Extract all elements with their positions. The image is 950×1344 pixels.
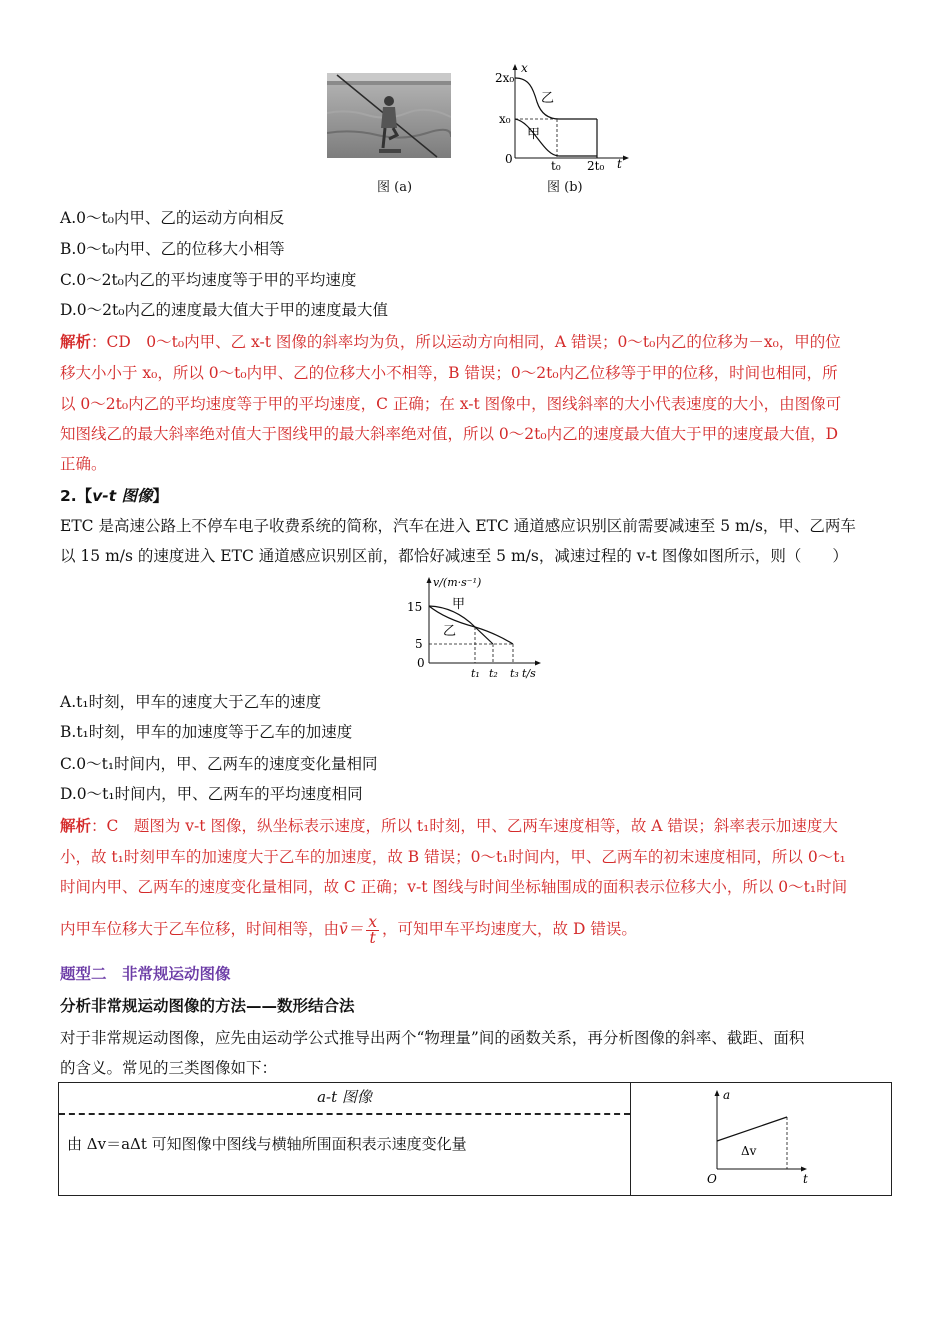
caption-b: 图 (b): [547, 180, 583, 195]
xt-ytick-2x0: 2x₀: [495, 71, 515, 85]
xt-curve-yi: [515, 78, 597, 119]
at-area-label: Δv: [741, 1144, 757, 1158]
graph-types-table: [58, 1082, 892, 1196]
xt-y-arrow: [513, 64, 518, 70]
q1-analysis-line-2: 移大小小于 x₀，所以 0～t₀内甲、乙的位移大小不相等，B 错误；0～2t₀内乙位移等于甲的位移，时间也相同，所: [60, 364, 838, 382]
vt-ytick-15: 15: [407, 600, 423, 614]
vt-xtick-t3: t₃: [510, 667, 519, 680]
q2-analysis-text-1: ：C 题图为 v-t 图像，纵坐标表示速度，所以 t₁时刻，甲、乙两车速度相等，故 A 错误；斜率表示加速度大: [91, 817, 838, 835]
vt-label-jia: 甲: [452, 597, 466, 612]
q1-option-d: D.0～2t₀内乙的速度最大值大于甲的速度最大值: [60, 301, 388, 319]
xt-ytick-0: 0: [505, 152, 513, 166]
xt-xtick-2t0: 2t₀: [587, 159, 605, 172]
at-y-arrow: [715, 1090, 720, 1096]
q2-title: [60, 486, 892, 506]
vt-x-axis-label: t/s: [522, 667, 536, 680]
table-header: a-t 图像: [59, 1083, 630, 1115]
q2-title-end: 】: [152, 487, 169, 505]
section-intro-line-1: 对于非常规运动图像，应先由运动学公式推导出两个“物理量”间的函数关系，再分析图像的斜率、截距、面积: [60, 1029, 805, 1047]
q1-analysis-line-1: [60, 332, 892, 352]
vt-curve-yi: [429, 606, 513, 644]
section-title: 题型二 非常规运动图像: [60, 965, 231, 983]
q1-option-c: C.0～2t₀内乙的平均速度等于甲的平均速度: [60, 271, 357, 289]
q2-analysis-text-4b: ，可知甲车平均速度大，故 D 错误。: [382, 920, 637, 938]
xt-xtick-t0: t₀: [551, 159, 561, 172]
xt-ytick-x0: x₀: [499, 112, 511, 126]
table-graph-cell: [631, 1083, 892, 1196]
q1-analysis-line-4: 知图线乙的最大斜率绝对值大于图线甲的最大斜率绝对值，所以 0～2t₀内乙的速度最大值大于甲的速度最大值，D: [60, 425, 839, 443]
formula-fraction: [366, 912, 379, 947]
q2-analysis-line-1: [60, 816, 892, 836]
at-origin: O: [707, 1172, 717, 1186]
q1-analysis-text-1: ：CD 0～t₀内甲、乙 x-t 图像的斜率均为负，所以运动方向相同，A 错误；0～t₀内乙的位移为－x₀，甲的位: [91, 333, 841, 351]
at-graph: [631, 1083, 891, 1191]
q2-stem-line-1: ETC 是高速公路上不停车电子收费系统的简称，汽车在进入 ETC 通道感应识别区前需要减速至 5 m/s，甲、乙两车: [60, 517, 856, 535]
q2-option-a: A.t₁时刻，甲车的速度大于乙车的速度: [60, 693, 322, 711]
q2-analysis-line-3: 时间内甲、乙两车的速度变化量相同，故 C 正确；v-t 图线与时间坐标轴围成的面积表示位移大小，所以 0～t₁时间: [60, 878, 848, 896]
q1-option-b: B.0～t₀内甲、乙的位移大小相等: [60, 240, 285, 258]
xt-label-yi: 乙: [541, 91, 555, 106]
q2-analysis-text-4a: 内甲车位移大于乙车位移，时间相等，由: [60, 920, 340, 938]
q2-analysis-label: 解析: [60, 817, 92, 835]
q1-option-a: A.0～t₀内甲、乙的运动方向相反: [60, 209, 285, 227]
table-description: 由 Δv＝aΔt 可知图像中图线与横轴所围面积表示速度变化量: [67, 1135, 467, 1153]
section-intro-line-2: 的含义。常见的三类图像如下：: [60, 1059, 278, 1077]
section-method: 分析非常规运动图像的方法——数形结合法: [60, 997, 355, 1015]
photo-figure-a: [327, 73, 451, 158]
vt-graph: [405, 573, 555, 683]
vt-ytick-0: 0: [417, 656, 425, 670]
vt-xtick-t2: t₂: [489, 667, 498, 680]
at-x-arrow: [801, 1167, 807, 1172]
q2-option-d: D.0～t₁时间内，甲、乙两车的平均速度相同: [60, 785, 363, 803]
vt-x-arrow: [535, 661, 541, 666]
xt-label-jia: 甲: [527, 127, 541, 142]
at-line: [717, 1117, 787, 1141]
formula-vbar: v̄＝: [339, 920, 364, 938]
vt-y-arrow: [427, 577, 432, 583]
q2-title-main: v-t 图像: [92, 487, 153, 505]
at-y-axis-label: a: [723, 1088, 731, 1102]
xt-x-arrow: [623, 156, 629, 161]
formula-denominator: t: [369, 928, 376, 947]
q2-analysis-line-4: [60, 908, 892, 950]
q1-analysis-line-3: 以 0～2t₀内乙的平均速度等于甲的平均速度，C 正确；在 x-t 图像中，图线斜率的大小代表速度的大小，由图像可: [60, 395, 842, 413]
xt-x-axis-label: t: [617, 157, 622, 171]
xt-y-axis-label: x: [521, 62, 528, 75]
vt-xtick-t1: t₁: [471, 667, 480, 680]
q2-title-num: 2.【: [60, 487, 93, 505]
caption-a: 图 (a): [377, 180, 413, 195]
vt-label-yi: 乙: [443, 624, 457, 639]
q2-option-b: B.t₁时刻，甲车的加速度等于乙车的加速度: [60, 723, 353, 741]
q2-analysis-line-2: 小，故 t₁时刻甲车的加速度大于乙车的加速度，故 B 错误；0～t₁时间内，甲、乙两车的初末速度相同，所以 0～t₁: [60, 848, 846, 866]
photo-drawing: [327, 73, 451, 158]
q1-analysis-line-5: 正确。: [60, 455, 107, 473]
xt-graph: [493, 62, 633, 172]
formula-numerator: x: [368, 912, 378, 931]
q2-stem-line-2: 以 15 m/s 的速度进入 ETC 通道感应识别区前，都恰好减速至 5 m/s，减速过程的 v-t 图像如图所示，则（ ）: [60, 547, 848, 565]
vt-y-axis-label: v/(m·s⁻¹): [433, 576, 482, 589]
q1-analysis-label: 解析: [60, 333, 92, 351]
at-x-axis-label: t: [803, 1172, 808, 1186]
q2-option-c: C.0～t₁时间内，甲、乙两车的速度变化量相同: [60, 755, 378, 773]
table-text-cell: [59, 1083, 631, 1196]
vt-ytick-5: 5: [415, 637, 423, 651]
